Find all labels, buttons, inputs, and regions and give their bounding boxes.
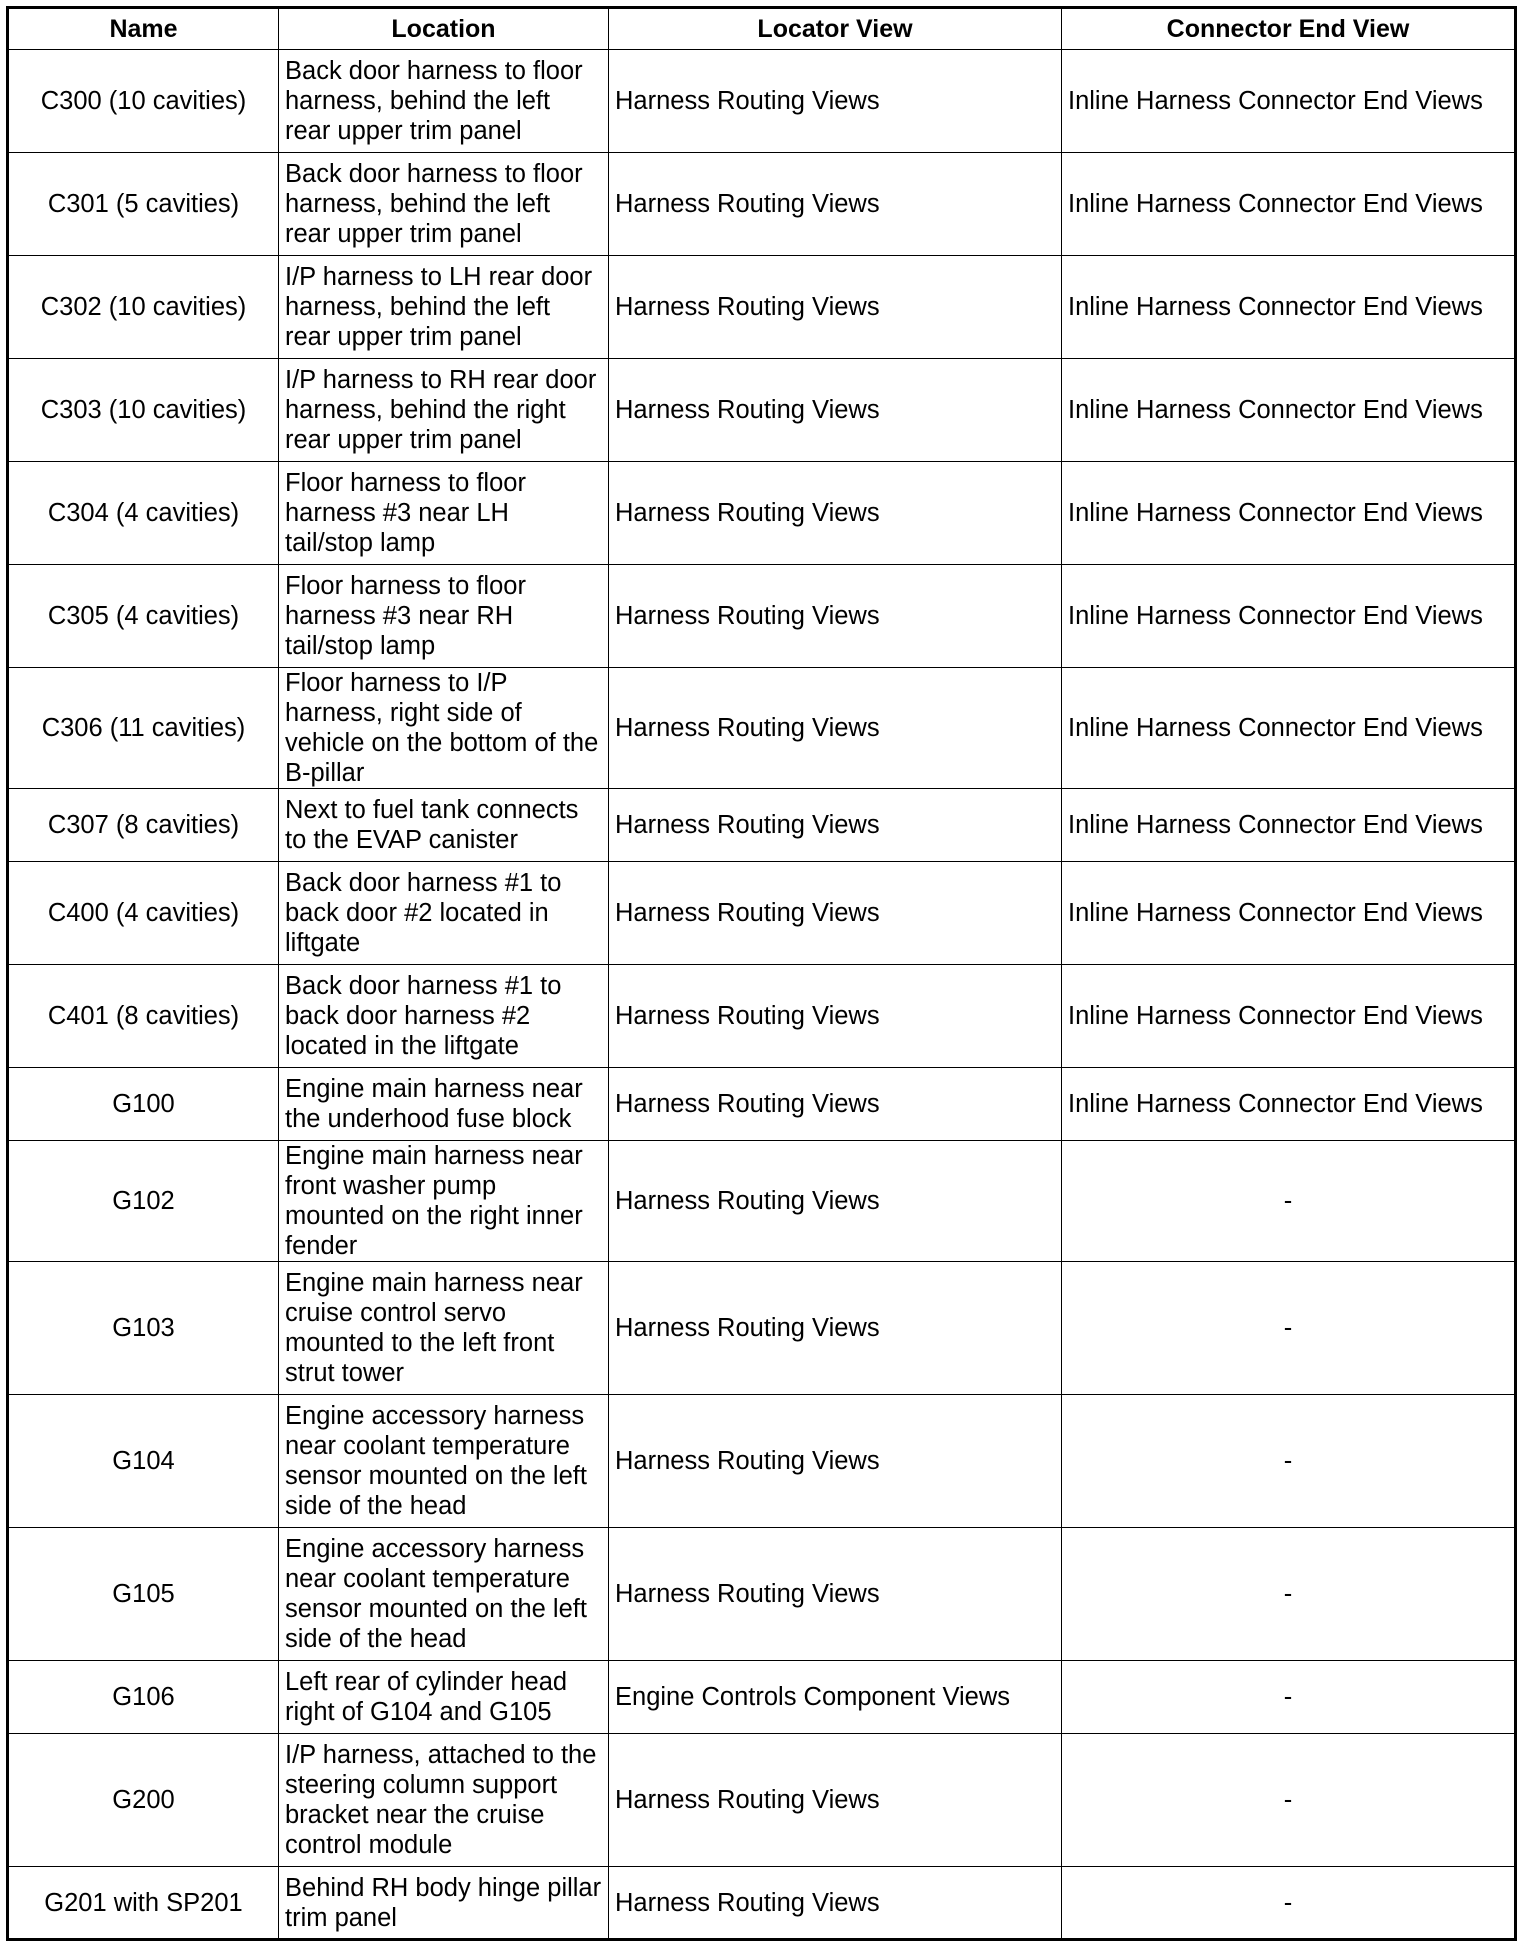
cell-connector-end-view: - — [1062, 1528, 1516, 1661]
cell-connector-end-view: - — [1062, 1262, 1516, 1395]
cell-location: Next to fuel tank connects to the EVAP canister — [279, 789, 609, 862]
cell-connector-end-view: Inline Harness Connector End Views — [1062, 862, 1516, 965]
table-row — [8, 1141, 1516, 1262]
cell-name: C302 (10 cavities) — [8, 256, 279, 359]
cell-location: Floor harness to floor harness #3 near LH tail/stop lamp — [279, 462, 609, 565]
cell-location: I/P harness to LH rear door harness, behind the left rear upper trim panel — [279, 256, 609, 359]
cell-locator-view: Harness Routing Views — [609, 965, 1062, 1068]
table-row — [8, 50, 1516, 153]
cell-location: Engine accessory harness near coolant temperature sensor mounted on the left side of the head — [279, 1528, 609, 1661]
cell-locator-view: Harness Routing Views — [609, 1395, 1062, 1528]
cell-name: C306 (11 cavities) — [8, 668, 279, 789]
cell-location: Engine accessory harness near coolant temperature sensor mounted on the left side of the head — [279, 1395, 609, 1528]
cell-name: C401 (8 cavities) — [8, 965, 279, 1068]
cell-locator-view: Harness Routing Views — [609, 1141, 1062, 1262]
cell-location: Engine main harness near cruise control servo mounted to the left front strut tower — [279, 1262, 609, 1395]
cell-connector-end-view: Inline Harness Connector End Views — [1062, 256, 1516, 359]
connector-table — [6, 6, 1517, 1941]
cell-location: Floor harness to floor harness #3 near RH tail/stop lamp — [279, 565, 609, 668]
cell-connector-end-view: - — [1062, 1395, 1516, 1528]
table-row — [8, 789, 1516, 862]
cell-connector-end-view: Inline Harness Connector End Views — [1062, 668, 1516, 789]
cell-locator-view: Harness Routing Views — [609, 462, 1062, 565]
cell-connector-end-view: Inline Harness Connector End Views — [1062, 965, 1516, 1068]
table-header-row — [8, 8, 1516, 50]
cell-connector-end-view: Inline Harness Connector End Views — [1062, 462, 1516, 565]
cell-locator-view: Harness Routing Views — [609, 1068, 1062, 1141]
header-location: Location — [279, 8, 609, 50]
cell-connector-end-view: Inline Harness Connector End Views — [1062, 50, 1516, 153]
cell-connector-end-view: - — [1062, 1141, 1516, 1262]
cell-name: G102 — [8, 1141, 279, 1262]
cell-location: Engine main harness near the underhood fuse block — [279, 1068, 609, 1141]
cell-connector-end-view: Inline Harness Connector End Views — [1062, 565, 1516, 668]
cell-locator-view: Harness Routing Views — [609, 565, 1062, 668]
cell-location: Floor harness to I/P harness, right side of vehicle on the bottom of the B-pillar — [279, 668, 609, 789]
cell-name: G105 — [8, 1528, 279, 1661]
cell-connector-end-view: - — [1062, 1661, 1516, 1734]
cell-locator-view: Harness Routing Views — [609, 789, 1062, 862]
table-row — [8, 668, 1516, 789]
cell-locator-view: Harness Routing Views — [609, 1528, 1062, 1661]
cell-name: G104 — [8, 1395, 279, 1528]
cell-location: I/P harness, attached to the steering column support bracket near the cruise control module — [279, 1734, 609, 1867]
table-row — [8, 1068, 1516, 1141]
cell-locator-view: Harness Routing Views — [609, 256, 1062, 359]
table-row — [8, 1661, 1516, 1734]
cell-connector-end-view: Inline Harness Connector End Views — [1062, 359, 1516, 462]
cell-name: C303 (10 cavities) — [8, 359, 279, 462]
cell-location: Back door harness to floor harness, behind the left rear upper trim panel — [279, 153, 609, 256]
cell-connector-end-view: Inline Harness Connector End Views — [1062, 153, 1516, 256]
cell-locator-view: Harness Routing Views — [609, 862, 1062, 965]
table-row — [8, 1734, 1516, 1867]
cell-name: C301 (5 cavities) — [8, 153, 279, 256]
cell-location: Behind RH body hinge pillar trim panel — [279, 1867, 609, 1940]
cell-name: C300 (10 cavities) — [8, 50, 279, 153]
cell-location: Back door harness #1 to back door #2 located in liftgate — [279, 862, 609, 965]
cell-name: C307 (8 cavities) — [8, 789, 279, 862]
cell-locator-view: Harness Routing Views — [609, 50, 1062, 153]
cell-location: Left rear of cylinder head right of G104 and G105 — [279, 1661, 609, 1734]
table-row — [8, 862, 1516, 965]
table-row — [8, 359, 1516, 462]
cell-locator-view: Harness Routing Views — [609, 668, 1062, 789]
cell-locator-view: Harness Routing Views — [609, 359, 1062, 462]
cell-name: G201 with SP201 — [8, 1867, 279, 1940]
cell-location: Back door harness to floor harness, behind the left rear upper trim panel — [279, 50, 609, 153]
cell-locator-view: Harness Routing Views — [609, 1867, 1062, 1940]
cell-name: C304 (4 cavities) — [8, 462, 279, 565]
cell-connector-end-view: - — [1062, 1734, 1516, 1867]
table-row — [8, 1528, 1516, 1661]
cell-name: G106 — [8, 1661, 279, 1734]
cell-name: C400 (4 cavities) — [8, 862, 279, 965]
cell-locator-view: Harness Routing Views — [609, 1734, 1062, 1867]
cell-connector-end-view: Inline Harness Connector End Views — [1062, 1068, 1516, 1141]
cell-name: G200 — [8, 1734, 279, 1867]
header-locator-view: Locator View — [609, 8, 1062, 50]
cell-locator-view: Harness Routing Views — [609, 153, 1062, 256]
table-row — [8, 462, 1516, 565]
cell-name: G100 — [8, 1068, 279, 1141]
table-row — [8, 1262, 1516, 1395]
table-row — [8, 565, 1516, 668]
table-row — [8, 256, 1516, 359]
cell-name: G103 — [8, 1262, 279, 1395]
table-row — [8, 1867, 1516, 1940]
cell-connector-end-view: - — [1062, 1867, 1516, 1940]
table-row — [8, 965, 1516, 1068]
cell-location: Engine main harness near front washer pump mounted on the right inner fender — [279, 1141, 609, 1262]
header-connector-end-view: Connector End View — [1062, 8, 1516, 50]
cell-connector-end-view: Inline Harness Connector End Views — [1062, 789, 1516, 862]
table-row — [8, 1395, 1516, 1528]
cell-name: C305 (4 cavities) — [8, 565, 279, 668]
cell-locator-view: Engine Controls Component Views — [609, 1661, 1062, 1734]
cell-location: I/P harness to RH rear door harness, behind the right rear upper trim panel — [279, 359, 609, 462]
cell-location: Back door harness #1 to back door harness #2 located in the liftgate — [279, 965, 609, 1068]
table-row — [8, 153, 1516, 256]
cell-locator-view: Harness Routing Views — [609, 1262, 1062, 1395]
header-name: Name — [8, 8, 279, 50]
